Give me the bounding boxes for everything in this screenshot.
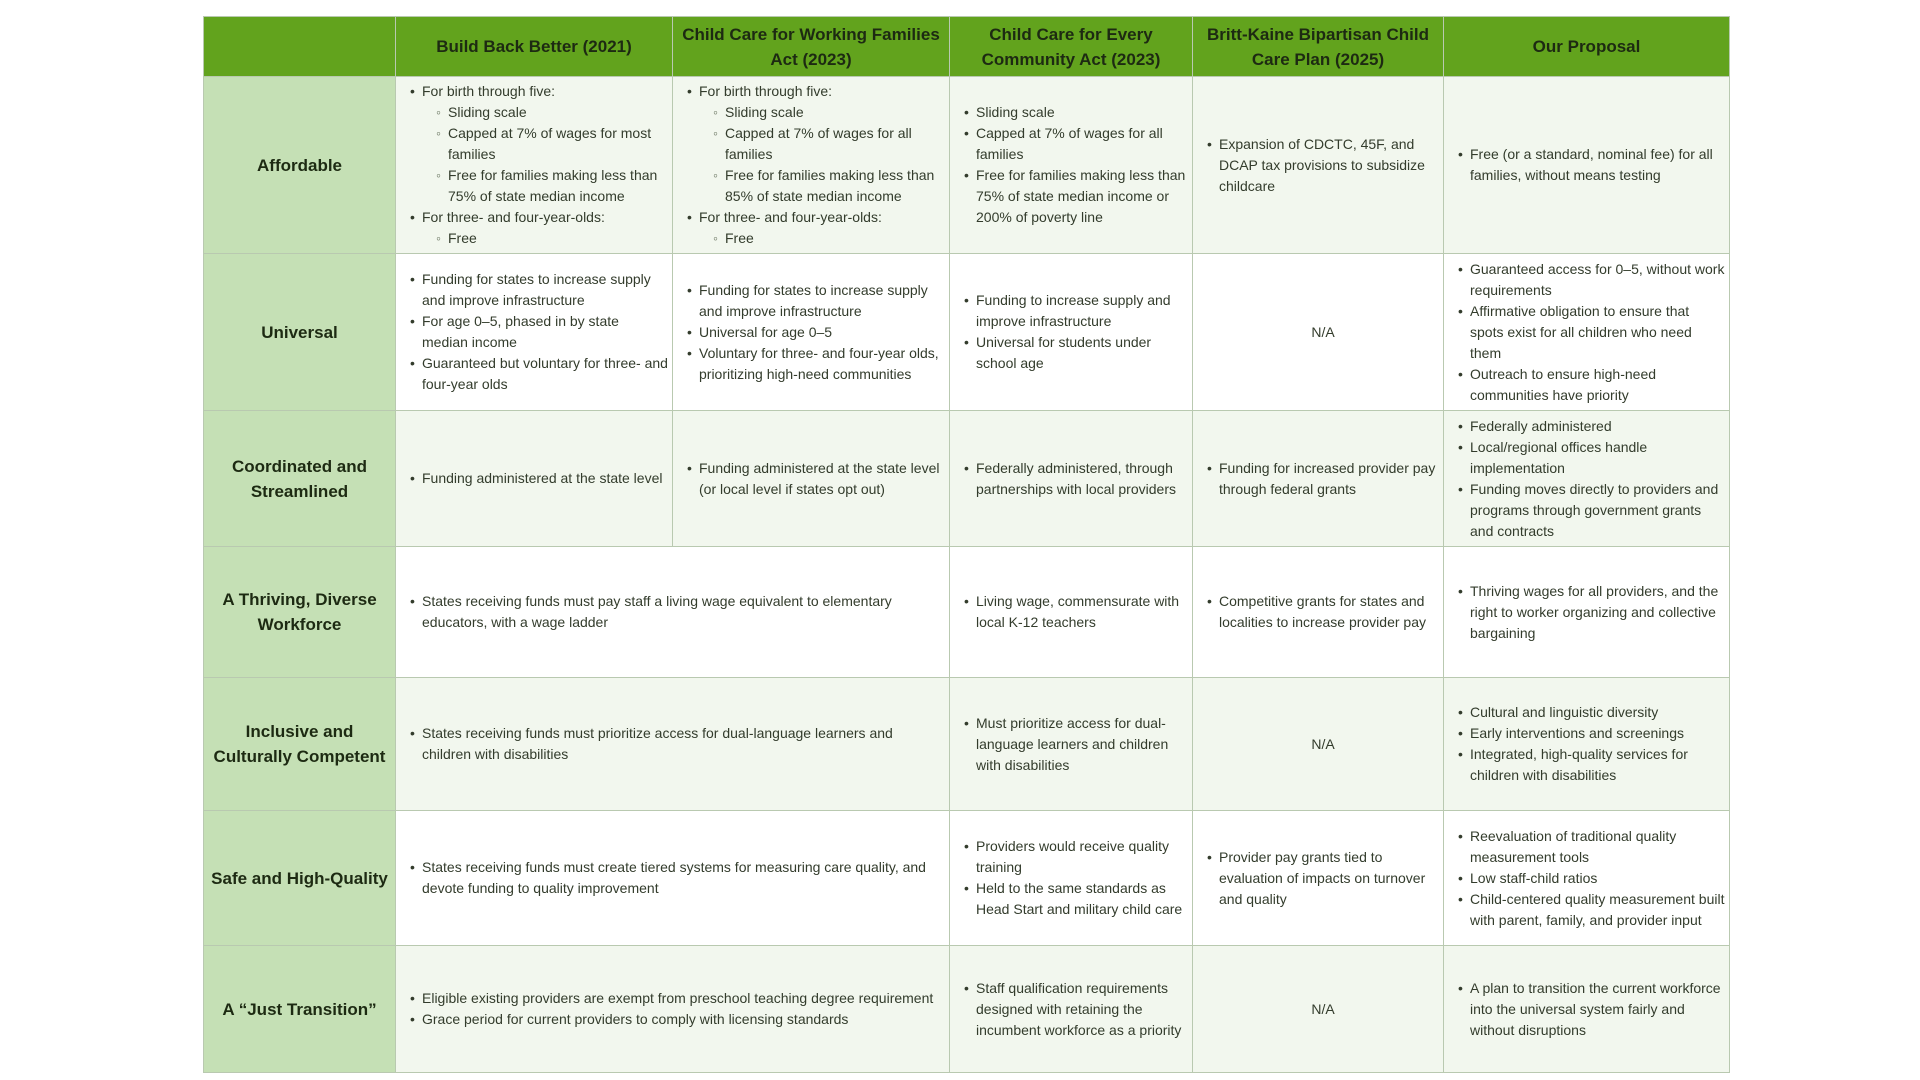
list-item (687, 207, 945, 249)
list-item-text: For birth through five: (699, 83, 833, 99)
list-item: • Outreach to ensure high-need communities have priority (1458, 364, 1725, 406)
cell-inclusive-bbb-ccwfa (396, 678, 950, 811)
list-item: • Funding moves directly to providers and programs through government grants and contracts (1458, 479, 1725, 542)
cell-universal-child-care-working-families (673, 254, 950, 411)
bullet-list (1458, 826, 1725, 931)
row-universal (204, 254, 1730, 411)
list-item-text: For birth through five: (422, 83, 556, 99)
sub-list-item: ◦ Capped at 7% of wages for most families (436, 123, 668, 165)
list-item: • Universal for students under school age (964, 332, 1188, 374)
list-item-text: For three- and four-year-olds: (422, 209, 605, 225)
cell-affordable-build-back-better (396, 77, 673, 254)
list-item: • Funding administered at the state level (410, 468, 668, 489)
cell-safe-bbb-ccwfa (396, 811, 950, 946)
list-item: • Living wage, commensurate with local K-12 teachers (964, 591, 1188, 633)
row-safe-high-quality (204, 811, 1730, 946)
column-header-britt-kaine: Britt-Kaine Bipartisan Child Care Plan (2025) (1193, 17, 1444, 77)
bullet-list (410, 269, 668, 395)
bullet-list (1207, 847, 1439, 910)
bullet-list (1458, 259, 1725, 406)
column-header-our-proposal: Our Proposal (1444, 17, 1730, 77)
list-item: • Staff qualification requirements designed with retaining the incumbent workforce as a priority (964, 978, 1188, 1041)
bullet-list (1207, 458, 1439, 500)
bullet-list (687, 458, 945, 500)
bullet-list (1458, 144, 1725, 186)
list-item: • Capped at 7% of wages for all families (964, 123, 1188, 165)
sub-list-item: ◦ Capped at 7% of wages for all families (713, 123, 945, 165)
list-item: • Integrated, high-quality services for children with disabilities (1458, 744, 1725, 786)
sub-list (422, 228, 668, 249)
cell-inclusive-child-care-every-community (950, 678, 1193, 811)
cell-transition-child-care-every-community (950, 946, 1193, 1073)
row-coordinated-streamlined (204, 411, 1730, 547)
list-item: • States receiving funds must create tiered systems for measuring care quality, and devote funding to quality improvement (410, 857, 945, 899)
bullet-list (410, 723, 945, 765)
cell-safe-britt-kaine (1193, 811, 1444, 946)
cell-affordable-child-care-working-families (673, 77, 950, 254)
bullet-list (410, 988, 945, 1030)
cell-safe-child-care-every-community (950, 811, 1193, 946)
bullet-list (964, 102, 1188, 228)
bullet-list (410, 468, 668, 489)
bullet-list (1458, 416, 1725, 542)
cell-affordable-our-proposal (1444, 77, 1730, 254)
row-label-just-transition: A “Just Transition” (204, 946, 396, 1073)
row-label-safe-high-quality: Safe and High-Quality (204, 811, 396, 946)
cell-universal-our-proposal (1444, 254, 1730, 411)
list-item: • Funding for increased provider pay through federal grants (1207, 458, 1439, 500)
column-header-child-care-every-community: Child Care for Every Community Act (2023) (950, 17, 1193, 77)
list-item: • Funding administered at the state level (or local level if states opt out) (687, 458, 945, 500)
row-affordable (204, 77, 1730, 254)
list-item: • Reevaluation of traditional quality measurement tools (1458, 826, 1725, 868)
list-item: • Thriving wages for all providers, and the right to worker organizing and collective bargaining (1458, 581, 1725, 644)
list-item: • Free for families making less than 75% of state median income or 200% of poverty line (964, 165, 1188, 228)
row-workforce (204, 547, 1730, 678)
list-item: • Providers would receive quality training (964, 836, 1188, 878)
list-item: • Cultural and linguistic diversity (1458, 702, 1725, 723)
cell-affordable-britt-kaine (1193, 77, 1444, 254)
bullet-list (964, 978, 1188, 1041)
cell-safe-our-proposal (1444, 811, 1730, 946)
bullet-list (964, 836, 1188, 920)
bullet-list (1207, 134, 1439, 197)
list-item: • Local/regional offices handle implementation (1458, 437, 1725, 479)
list-item: • Voluntary for three- and four-year olds, prioritizing high-need communities (687, 343, 945, 385)
cell-coordinated-our-proposal (1444, 411, 1730, 547)
sub-list (699, 228, 945, 249)
list-item: • Provider pay grants tied to evaluation of impacts on turnover and quality (1207, 847, 1439, 910)
list-item: • Early interventions and screenings (1458, 723, 1725, 744)
row-label-workforce: A Thriving, Diverse Workforce (204, 547, 396, 678)
sub-list-item: ◦ Free (713, 228, 945, 249)
list-item: • Sliding scale (964, 102, 1188, 123)
header-row (204, 17, 1730, 77)
list-item-text: For three- and four-year-olds: (699, 209, 882, 225)
list-item: • Competitive grants for states and localities to increase provider pay (1207, 591, 1439, 633)
bullet-list (687, 81, 945, 249)
row-label-inclusive: Inclusive and Culturally Competent (204, 678, 396, 811)
policy-comparison-table (203, 16, 1730, 1073)
list-item: • Eligible existing providers are exempt from preschool teaching degree requirement (410, 988, 945, 1009)
bullet-list (410, 857, 945, 899)
list-item: • Child-centered quality measurement built with parent, family, and provider input (1458, 889, 1725, 931)
cell-workforce-britt-kaine (1193, 547, 1444, 678)
bullet-list (1458, 581, 1725, 644)
list-item: • Funding for states to increase supply and improve infrastructure (687, 280, 945, 322)
row-label-universal: Universal (204, 254, 396, 411)
row-just-transition (204, 946, 1730, 1073)
bullet-list (1458, 978, 1725, 1041)
cell-workforce-our-proposal (1444, 547, 1730, 678)
cell-universal-child-care-every-community (950, 254, 1193, 411)
list-item: • States receiving funds must pay staff a living wage equivalent to elementary educators, with a wage ladder (410, 591, 945, 633)
bullet-list (687, 280, 945, 385)
cell-transition-bbb-ccwfa (396, 946, 950, 1073)
row-label-coordinated-streamlined: Coordinated and Streamlined (204, 411, 396, 547)
list-item: • Universal for age 0–5 (687, 322, 945, 343)
bullet-list (1458, 702, 1725, 786)
list-item: • Grace period for current providers to comply with licensing standards (410, 1009, 945, 1030)
sub-list (422, 102, 668, 207)
list-item: • Federally administered, through partnerships with local providers (964, 458, 1188, 500)
row-label-affordable: Affordable (204, 77, 396, 254)
list-item: • Guaranteed access for 0–5, without work requirements (1458, 259, 1725, 301)
list-item: • Held to the same standards as Head Start and military child care (964, 878, 1188, 920)
cell-universal-britt-kaine: N/A (1193, 254, 1444, 411)
column-header-child-care-working-families: Child Care for Working Families Act (2023) (673, 17, 950, 77)
cell-workforce-child-care-every-community (950, 547, 1193, 678)
corner-cell (204, 17, 396, 77)
sub-list (699, 102, 945, 207)
cell-transition-our-proposal (1444, 946, 1730, 1073)
cell-transition-britt-kaine: N/A (1193, 946, 1444, 1073)
sub-list-item: ◦ Sliding scale (713, 102, 945, 123)
row-inclusive (204, 678, 1730, 811)
cell-universal-build-back-better (396, 254, 673, 411)
cell-coordinated-build-back-better (396, 411, 673, 547)
sub-list-item: ◦ Free for families making less than 85% of state median income (713, 165, 945, 207)
list-item (410, 207, 668, 249)
list-item (687, 81, 945, 207)
cell-coordinated-child-care-working-families (673, 411, 950, 547)
bullet-list (964, 458, 1188, 500)
list-item: • Guaranteed but voluntary for three- and four-year olds (410, 353, 668, 395)
cell-workforce-bbb-ccwfa (396, 547, 950, 678)
list-item: • States receiving funds must prioritize access for dual-language learners and children with disabilities (410, 723, 945, 765)
bullet-list (964, 290, 1188, 374)
list-item: • For age 0–5, phased in by state median income (410, 311, 668, 353)
list-item: • Must prioritize access for dual-language learners and children with disabilities (964, 713, 1188, 776)
bullet-list (410, 81, 668, 249)
sub-list-item: ◦ Free (436, 228, 668, 249)
bullet-list (410, 591, 945, 633)
bullet-list (1207, 591, 1439, 633)
list-item: • Federally administered (1458, 416, 1725, 437)
cell-coordinated-britt-kaine (1193, 411, 1444, 547)
column-header-build-back-better: Build Back Better (2021) (396, 17, 673, 77)
list-item: • Affirmative obligation to ensure that spots exist for all children who need them (1458, 301, 1725, 364)
cell-inclusive-britt-kaine: N/A (1193, 678, 1444, 811)
cell-affordable-child-care-every-community (950, 77, 1193, 254)
list-item (410, 81, 668, 207)
list-item: • Funding for states to increase supply and improve infrastructure (410, 269, 668, 311)
bullet-list (964, 713, 1188, 776)
list-item: • Funding to increase supply and improve infrastructure (964, 290, 1188, 332)
list-item: • Low staff-child ratios (1458, 868, 1725, 889)
sub-list-item: ◦ Free for families making less than 75% of state median income (436, 165, 668, 207)
list-item: • Expansion of CDCTC, 45F, and DCAP tax provisions to subsidize childcare (1207, 134, 1439, 197)
cell-inclusive-our-proposal (1444, 678, 1730, 811)
bullet-list (964, 591, 1188, 633)
sub-list-item: ◦ Sliding scale (436, 102, 668, 123)
cell-coordinated-child-care-every-community (950, 411, 1193, 547)
list-item: • A plan to transition the current workforce into the universal system fairly and without disruptions (1458, 978, 1725, 1041)
list-item: • Free (or a standard, nominal fee) for all families, without means testing (1458, 144, 1725, 186)
